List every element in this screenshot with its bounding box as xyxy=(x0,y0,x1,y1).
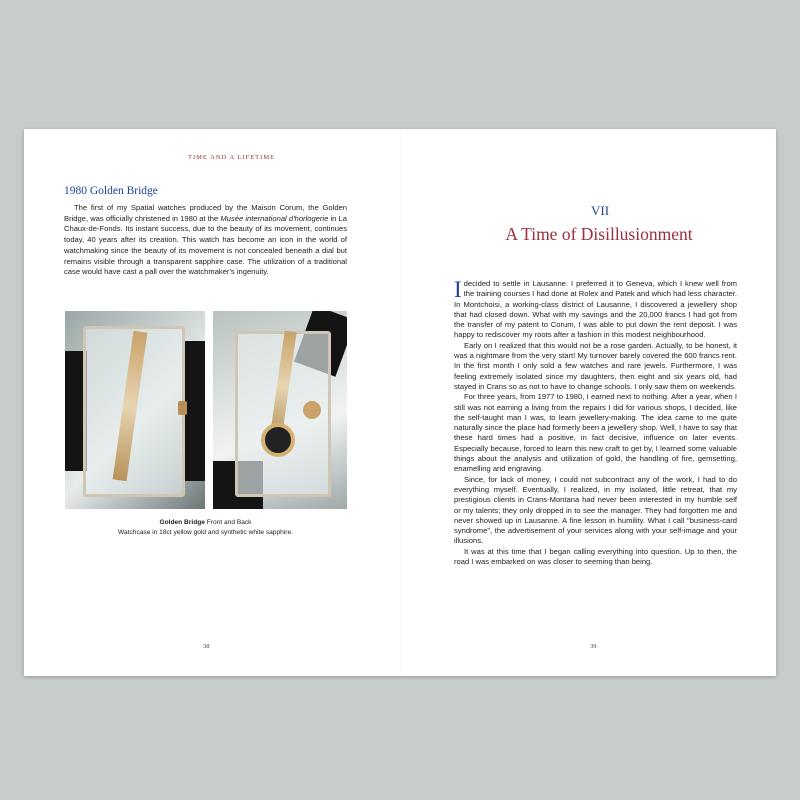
book-spread xyxy=(24,129,776,676)
paragraph: Idecided to settle in Lausanne. I preferred it to Geneva, which I knew well from the training courses I had done at Rolex and Patek and which had less character. In Montchoisi, a working-class district of Lausanne, I discovered a jewellery shop that had closed down. What with my savings and the 20,000 francs I had got from the transfer of my patent to Corum, I was able to put down the rent deposit. I was happy to rediscover my roots after a fashion in this modest neighbourhood. xyxy=(454,277,737,340)
chapter-number: VII xyxy=(591,203,610,218)
watch-back-photo xyxy=(213,311,347,509)
caption-title: Golden Bridge xyxy=(159,519,205,526)
drop-cap: I xyxy=(454,277,462,302)
paragraph: It was at this time that I began calling everything into question. Up to then, the road I was embarked on was closer to seeming than being. xyxy=(454,546,737,567)
left-page-paragraph: The first of my Spatial watches produced by the Maison Corum, the Golden Bridge, was officially christened in 1980 at the Musée international d'horlogerie in La Chaux-de-Fonds. Its instant success, due to the beauty of its movement, continues today, 40 years after its creation. This watch has become an icon in the world of watchmaking since the beauty of its movement is not concealed beneath a dial but remains visible through a transparent sapphire case. The utilization of a traditional case would have cast a pall over the watchmaker's ingenuity. xyxy=(64,203,347,277)
photo-caption: Golden Bridge Front and Back Watchcase in 18ct yellow gold and synthetic white sapphire. xyxy=(64,518,347,537)
chapter-body xyxy=(454,279,737,567)
page-number-left: 38 xyxy=(203,643,210,650)
watch-front-photo xyxy=(65,311,205,509)
running-head: TIME AND A LIFETIME xyxy=(188,154,276,161)
book-gutter xyxy=(400,129,401,676)
section-title: 1980 Golden Bridge xyxy=(64,185,158,197)
page-number-right: 39 xyxy=(590,643,597,650)
paragraph: For three years, from 1977 to 1980, I earned next to nothing. After a year, when I still was not earning a living from the repairs I did for various shops, I decided, like the self-taught man I was, to learn jewellery-making. The idea came to me quite naturally since the place had formerly been a jewellery shop. Well, I have to say that these hard times had a positive, in fact decisive, influence on later events. Especially because, forced to learn this new craft to get by, I learned some valuable things about the analysis and utilization of gold, the handling of fire, gemsetting, enamelling and engraving. xyxy=(454,392,737,474)
chapter-title: A Time of Disillusionment xyxy=(505,224,693,244)
paragraph: Since, for lack of money, I could not subcontract any of the work, I had to do everything myself. Eventually, I realized, in my isolated, little retreat, that my prestigious clients in Crans-Montana had never been interested in my humble self or my talents; they only dropped in to see the manager. They had forgotten me and never showed up in Lausanne. A fine lesson in humility. What I call "business-card syndrome", the advertisement of your services along with your self-image and your illusions. xyxy=(454,474,737,546)
caption-line2: Watchcase in 18ct yellow gold and synthetic white sapphire. xyxy=(118,528,293,536)
museum-name: Musée international d'horlogerie xyxy=(220,213,329,223)
paragraph: Early on I realized that this would not be a rose garden. Actually, to be honest, it was a nightmare from the very start! My turnover barely covered the 600 francs rent. In the first month I only sold a few watches and rare jewels. Furthermore, I was feeling extremely isolated since my daughters, then eight and six years old, had stayed in Crans so as not to have to change schools. I only saw them on weekends. xyxy=(454,340,737,391)
